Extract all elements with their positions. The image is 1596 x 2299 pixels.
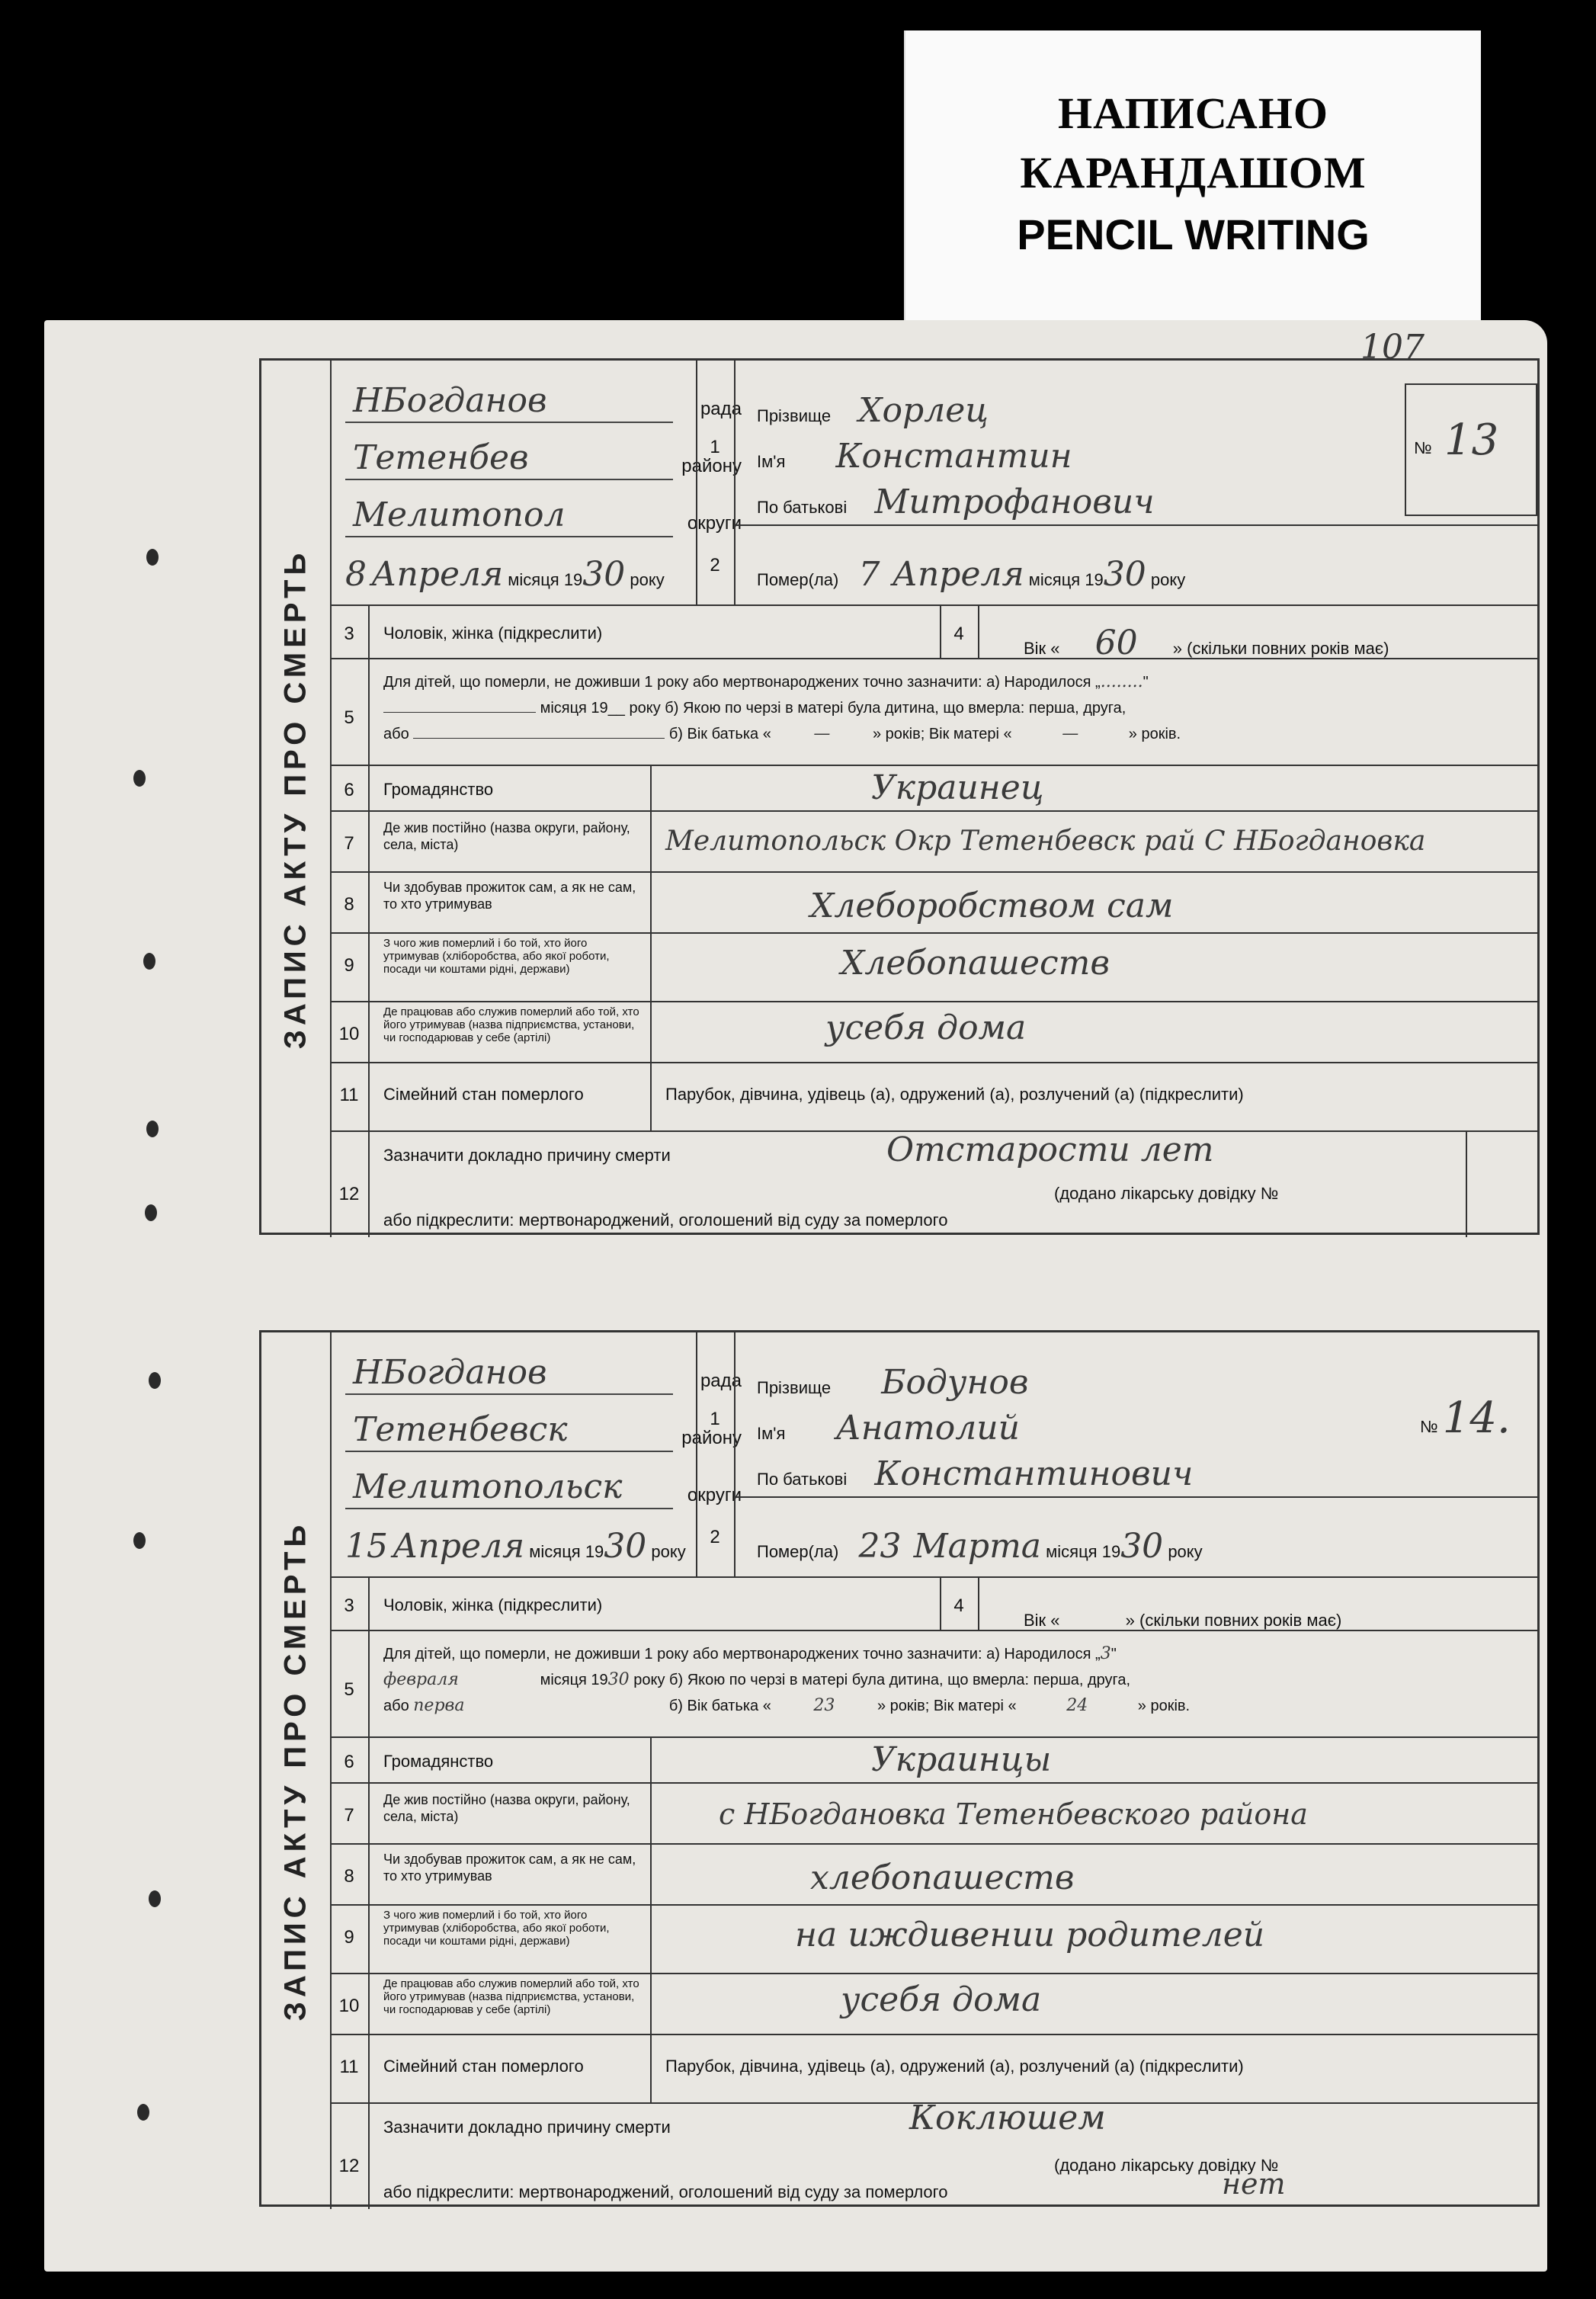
livelihood-label: Чи здобував прожиток сам, а як не сам, то хто утримував	[383, 880, 636, 912]
age-tail-label: » (скільки повних років має)	[1125, 1611, 1342, 1630]
name-row	[757, 1409, 1020, 1448]
stillborn-label: або підкреслити: мертвонароджений, оголошений від суду за померлого	[383, 2182, 948, 2201]
row-8-number: 8	[344, 1866, 354, 1887]
source-label: З чого жив померлий і бо той, хто його утримував (хліборобства, або якої роботи, посади чи коштами рідні, держави)	[383, 937, 610, 976]
children-line-3d: » років.	[1128, 726, 1181, 742]
row-11-number: 11	[339, 1085, 359, 1105]
children-line-3d: » років.	[1137, 1698, 1191, 1714]
residence-label: Де жив постійно (назва округи, району, села, міста)	[383, 1792, 630, 1824]
citizenship-label: Громадянство	[383, 1752, 494, 1771]
children-line-3c: » років; Вік матері «	[872, 726, 1012, 742]
cause-value: Коклюшем	[909, 2099, 1106, 2137]
reg-year-label: року	[630, 570, 665, 589]
doctor-note-label: (додано лікарську довідку №	[1054, 2156, 1279, 2175]
children-info: Для дітей, що померли, не доживши 1 року або мертвонароджених точно зазначити: а) Народилося „3" февраля місяця 1930 року б) Якою по черзі в матері була дитина, що вмерла: перша, друга, або перва б) Вік батька « 23 » років; Вік матері « 24 » років.	[383, 1641, 1519, 1719]
rada-label: рада	[700, 1371, 742, 1391]
residence-value: с НБогдановка Тетенбевского района	[719, 1797, 1308, 1831]
binding-hole	[145, 1204, 157, 1221]
death-record-1	[259, 358, 1540, 1235]
number-label: №	[1414, 438, 1432, 457]
record-number: 13	[1444, 415, 1499, 465]
reg-year: 30	[604, 1527, 647, 1566]
record-sidebar	[261, 361, 332, 1237]
surname-label: Прізвище	[757, 1378, 832, 1397]
name-value: Анатолий	[835, 1409, 1020, 1448]
registration-date	[345, 555, 665, 594]
stillborn-label: або підкреслити: мертвонароджений, оголошений від суду за померлого	[383, 1210, 948, 1230]
patronymic-row	[757, 483, 1155, 521]
row-1-number: 1	[710, 1409, 720, 1429]
death-year-label: року	[1150, 570, 1186, 589]
death-month: Апреля	[892, 555, 1024, 594]
reg-month: Апреля	[371, 555, 504, 594]
okrug-value: Мелитопол	[353, 495, 566, 534]
rada-value: НБогданов	[353, 1353, 547, 1392]
death-record-2	[259, 1330, 1540, 2207]
sidebar-title: ЗАПИС АКТУ ПРО СМЕРТЬ	[278, 548, 312, 1050]
surname-row	[757, 1363, 1029, 1402]
page-number: 107	[1360, 328, 1425, 367]
death-year: 30	[1120, 1527, 1164, 1566]
record-number-box	[1420, 1393, 1511, 1443]
okrug-label: округи	[687, 513, 742, 534]
reg-year: 30	[582, 555, 626, 594]
age-value: 60	[1094, 624, 1138, 662]
patronymic-row	[757, 1454, 1193, 1493]
patronymic-label: По батькові	[757, 1470, 848, 1489]
age-label: Вік «	[1024, 639, 1060, 658]
label-line-1: НАПИСАНО	[1058, 88, 1328, 138]
mother-age: —	[1062, 724, 1079, 743]
row-6-number: 6	[344, 780, 354, 800]
reg-month-label: місяця 19	[508, 570, 583, 589]
name-label: Ім'я	[757, 452, 786, 471]
row-5-number: 5	[344, 707, 354, 728]
sidebar-title: ЗАПИС АКТУ ПРО СМЕРТЬ	[278, 1520, 312, 2022]
raion-label: району	[681, 1428, 742, 1448]
row-10-number: 10	[338, 1996, 360, 2016]
binding-hole	[146, 549, 159, 566]
name-label: Ім'я	[757, 1424, 786, 1443]
surname-label: Прізвище	[757, 406, 832, 425]
cause-label: Зазначити докладно причину смерти	[383, 1146, 671, 1165]
workplace-label: Де працював або служив померлий або той, хто його утримував (назва підприємства, установи, чи господарював у себе (артілі)	[383, 1977, 639, 2016]
sex-label: Чоловік, жінка (підкреслити)	[383, 624, 603, 643]
children-line-2: місяця 19	[540, 1672, 608, 1688]
reg-month-label: місяця 19	[529, 1542, 604, 1561]
raion-value: Тетенбевск	[353, 1410, 568, 1449]
citizenship-value: Украинцы	[871, 1740, 1052, 1779]
children-line-3c: » років; Вік матері «	[877, 1698, 1017, 1714]
reg-year-label: року	[651, 1542, 686, 1561]
children-line-3b: б) Вік батька «	[668, 1698, 771, 1714]
children-line-3b: б) Вік батька «	[668, 726, 771, 742]
okrug-field	[345, 490, 742, 537]
death-date-row	[757, 1527, 1203, 1566]
binding-hole	[137, 2104, 149, 2121]
marital-label: Сімейний стан померлого	[383, 2057, 584, 2076]
binding-hole	[133, 1532, 146, 1549]
raion-label: району	[681, 456, 742, 476]
row-2-number: 2	[710, 1527, 720, 1547]
born-year: 30	[607, 1670, 630, 1689]
binding-hole	[133, 770, 146, 787]
note-value: нет	[1222, 2167, 1286, 2201]
sex-label: Чоловік, жінка (підкреслити)	[383, 1595, 603, 1614]
age-label: Вік «	[1024, 1611, 1060, 1630]
age-tail-label: » (скільки повних років має)	[1172, 639, 1389, 658]
father-age: —	[813, 724, 831, 743]
row-12-number: 12	[338, 1184, 360, 1204]
registration-date	[345, 1527, 686, 1566]
label-line-3: PENCIL WRITING	[1017, 210, 1370, 258]
row-9-number: 9	[344, 1927, 354, 1948]
citizenship-label: Громадянство	[383, 780, 494, 799]
row-8-number: 8	[344, 894, 354, 915]
age-row	[1024, 1595, 1341, 1634]
patronymic-value: Митрофанович	[874, 483, 1155, 521]
born-day: ........	[1100, 672, 1143, 691]
row-3-number: 3	[344, 1595, 354, 1616]
death-day: 23	[858, 1527, 902, 1566]
row-12-number: 12	[338, 2156, 360, 2176]
cause-label: Зазначити докладно причину смерти	[383, 2118, 671, 2137]
number-label: №	[1420, 1417, 1438, 1436]
cause-value: Отстарости лет	[886, 1130, 1214, 1169]
reg-month: Апреля	[393, 1527, 525, 1566]
row-2-number: 2	[710, 555, 720, 576]
row-10-number: 10	[338, 1024, 360, 1044]
source-label: З чого жив померлий і бо той, хто його утримував (хліборобства, або якої роботи, посади чи коштами рідні, держави)	[383, 1909, 610, 1948]
binding-hole	[143, 953, 155, 970]
binding-hole	[149, 1890, 161, 1907]
surname-value: Бодунов	[881, 1363, 1029, 1402]
age-row	[1024, 624, 1389, 662]
born-month: февраля	[383, 1670, 459, 1689]
row-7-number: 7	[344, 833, 354, 854]
label-line-2: КАРАНДАШОМ	[1020, 148, 1367, 197]
children-line-1: Для дітей, що померли, не доживши 1 року або мертвонароджених точно зазначити: а) Народилося „	[383, 1646, 1101, 1663]
reg-day: 8	[345, 555, 367, 594]
workplace-value: усебя дома	[841, 1980, 1042, 2019]
row-3-number: 3	[344, 624, 354, 644]
children-info: Для дітей, що померли, не доживши 1 року або мертвонароджених точно зазначити: а) Народилося „........" місяця 19__ року б) Якою по черзі в матері була дитина, що вмерла: перша, друга, або б) Вік батька « — » років; Вік матері « — » років.	[383, 672, 1181, 743]
citizenship-value: Украинец	[871, 768, 1044, 807]
children-line-1: Для дітей, що померли, не доживши 1 року або мертвонароджених точно зазначити: а) Народилося „	[383, 674, 1101, 691]
mother-age: 24	[1066, 1696, 1088, 1715]
residence-label: Де жив постійно (назва округи, району, села, міста)	[383, 820, 630, 852]
row-4-number: 4	[953, 1595, 964, 1616]
rada-value: НБогданов	[353, 381, 547, 420]
record-number: 14.	[1442, 1393, 1511, 1443]
rada-field	[345, 1348, 742, 1395]
marital-options: Парубок, дівчина, удівець (а), одружений (а), розлучений (а) (підкреслити)	[665, 2057, 1244, 2076]
row-4-number: 4	[953, 624, 964, 644]
children-line-2: місяця 19	[540, 700, 608, 717]
death-day: 7	[858, 555, 880, 594]
record-number-box	[1405, 383, 1537, 516]
row-11-number: 11	[339, 2057, 359, 2077]
row-5-number: 5	[344, 1679, 354, 1700]
death-month: Марта	[913, 1527, 1042, 1566]
row-1-number: 1	[710, 437, 720, 457]
surname-row	[757, 391, 989, 430]
born-day: 3	[1100, 1644, 1111, 1663]
patronymic-label: По батькові	[757, 498, 848, 517]
residence-value: Мелитопольск Окр Тетенбевск рай С НБогдановка	[665, 826, 1426, 857]
raion-field	[345, 1405, 742, 1452]
livelihood-value: хлебопашеств	[810, 1858, 1075, 1897]
children-line-3: або	[383, 726, 409, 742]
rada-label: рада	[700, 399, 742, 419]
okrug-field	[345, 1462, 742, 1509]
surname-value: Хорлец	[858, 391, 989, 430]
source-value: Хлебопашеств	[841, 944, 1110, 983]
raion-field	[345, 433, 742, 480]
workplace-value: усебя дома	[825, 1008, 1027, 1047]
workplace-label: Де працював або служив померлий або той, хто його утримував (назва підприємства, установи, чи господарював у себе (артілі)	[383, 1005, 639, 1044]
source-value: на иждивении родителей	[795, 1916, 1265, 1954]
died-label: Помер(ла)	[757, 1542, 839, 1561]
row-6-number: 6	[344, 1752, 354, 1772]
row-9-number: 9	[344, 955, 354, 976]
row-7-number: 7	[344, 1805, 354, 1826]
okrug-value: Мелитопольск	[353, 1467, 623, 1506]
death-month-label: місяця 19	[1046, 1542, 1121, 1561]
doctor-note-label: (додано лікарську довідку №	[1054, 1184, 1279, 1203]
father-age: 23	[813, 1696, 835, 1715]
binding-hole	[149, 1372, 161, 1389]
children-line-3: або	[383, 1698, 409, 1714]
record-sidebar	[261, 1332, 332, 2209]
death-year: 30	[1103, 555, 1146, 594]
pencil-writing-label	[904, 30, 1481, 320]
binding-hole	[146, 1121, 159, 1137]
children-line-2b: року б) Якою по черзі в матері була дитина, що вмерла: перша, друга,	[629, 700, 1126, 717]
reg-day: 15	[345, 1527, 388, 1566]
death-year-label: року	[1168, 1542, 1203, 1561]
child-order: перва	[413, 1696, 465, 1715]
livelihood-value: Хлеборобством сам	[810, 887, 1174, 925]
death-month-label: місяця 19	[1028, 570, 1104, 589]
marital-label: Сімейний стан померлого	[383, 1085, 584, 1104]
died-label: Помер(ла)	[757, 570, 839, 589]
name-value: Константин	[835, 437, 1072, 476]
livelihood-label: Чи здобував прожиток сам, а як не сам, то хто утримував	[383, 1852, 636, 1884]
death-date-row	[757, 555, 1185, 594]
children-line-2b: року б) Якою по черзі в матері була дитина, що вмерла: перша, друга,	[633, 1672, 1131, 1688]
name-row	[757, 437, 1072, 476]
rada-field	[345, 376, 742, 423]
okrug-label: округи	[687, 1485, 742, 1505]
patronymic-value: Константинович	[874, 1454, 1194, 1493]
raion-value: Тетенбев	[353, 438, 529, 477]
marital-options: Парубок, дівчина, удівець (а), одружений (а), розлучений (а) (підкреслити)	[665, 1085, 1244, 1104]
